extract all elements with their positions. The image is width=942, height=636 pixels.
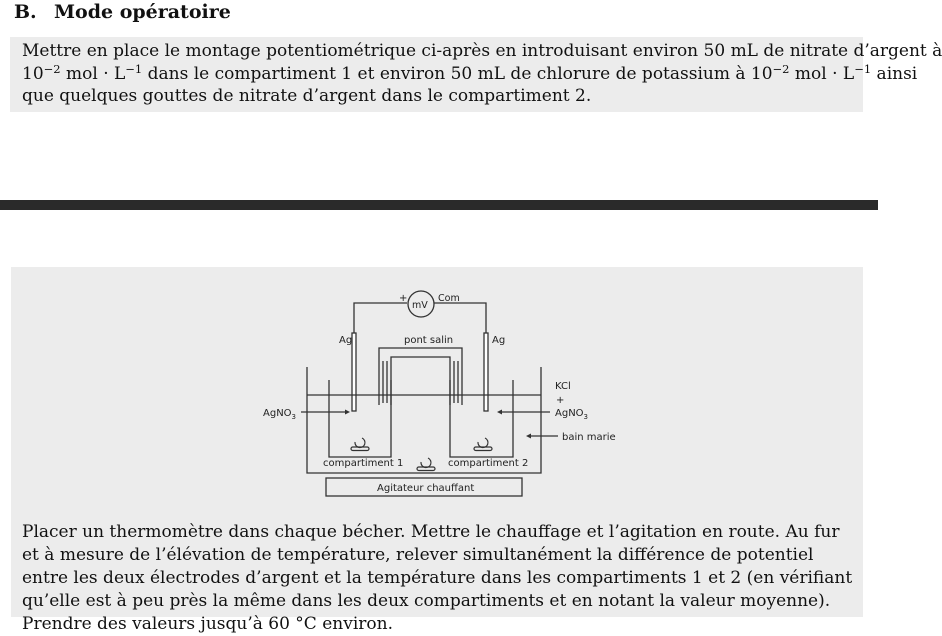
intro-text: ainsi [871, 63, 918, 84]
agno3-right-label: AgNO$_3$ [555, 408, 589, 421]
section-number: B. [14, 1, 37, 23]
voltmeter-label: mV [412, 300, 428, 311]
arrow-icon [497, 410, 502, 415]
intro-text: 10 [22, 63, 44, 84]
water-bath-label: bain marie [562, 432, 616, 443]
intro-text: mol · L [60, 63, 126, 84]
exponent: −1 [125, 61, 143, 76]
beaker-2 [450, 380, 513, 457]
rotation-icon [355, 438, 365, 448]
salt-bridge-label: pont salin [404, 335, 454, 346]
com-terminal-label: Com [438, 293, 460, 304]
exponent: −2 [43, 61, 61, 76]
section-title: Mode opératoire [54, 1, 231, 23]
heating-stirrer-label: Agitateur chauffant [377, 483, 475, 494]
compartment-2-label: compartiment 2 [448, 458, 529, 469]
intro-text: mol · L [789, 63, 855, 84]
ag-left-label: Ag [339, 335, 353, 346]
intro-line-1: Mettre en place le montage potentiométrique ci-après en introduisant environ 50 mL de nitrate d’argent à [22, 41, 942, 61]
compartment-1-label: compartiment 1 [323, 458, 404, 469]
ag-right-label: Ag [492, 335, 506, 346]
rotation-icon [478, 438, 488, 448]
exponent: −1 [854, 61, 872, 76]
intro-line-2 [22, 61, 918, 86]
intro-line-3: que quelques gouttes de nitrate d’argent dans le compartiment 2. [22, 86, 592, 106]
exponent: −2 [772, 61, 790, 76]
wire-left [354, 303, 407, 333]
kcl-plus-label: + [556, 395, 565, 406]
arrow-icon [526, 434, 531, 439]
potentiometric-setup-diagram [255, 285, 635, 501]
beaker-1 [329, 380, 391, 457]
rotation-icon [421, 458, 431, 468]
electrode-right [484, 333, 488, 411]
intro-paragraph [22, 40, 942, 108]
plus-terminal-label: + [399, 293, 408, 304]
electrode-left [352, 333, 356, 411]
procedure-paragraph: Placer un thermomètre dans chaque bécher. Mettre le chauffage et l’agitation en route. Au fur et à mesure de l’élévation de température, relever simultanément la différence de potentiel entre les deux électrodes d’argent et la température dans les compartiments 1 et 2 (en vérifiant qu’elle est à peu près la même dans les deux compartiments et en notant la valeur moyenne). Prendre des valeurs jusqu’à 60 °C environ. [22, 522, 853, 634]
arrow-icon [345, 410, 350, 415]
section-heading [14, 1, 231, 23]
wire-right [434, 303, 486, 333]
intro-text: dans le compartiment 1 et environ 50 mL de chlorure de potassium à 10 [142, 63, 773, 84]
agno3-left-label: AgNO$_3$ [263, 408, 297, 421]
section-divider [0, 200, 878, 210]
kcl-label: KCl [555, 381, 571, 392]
